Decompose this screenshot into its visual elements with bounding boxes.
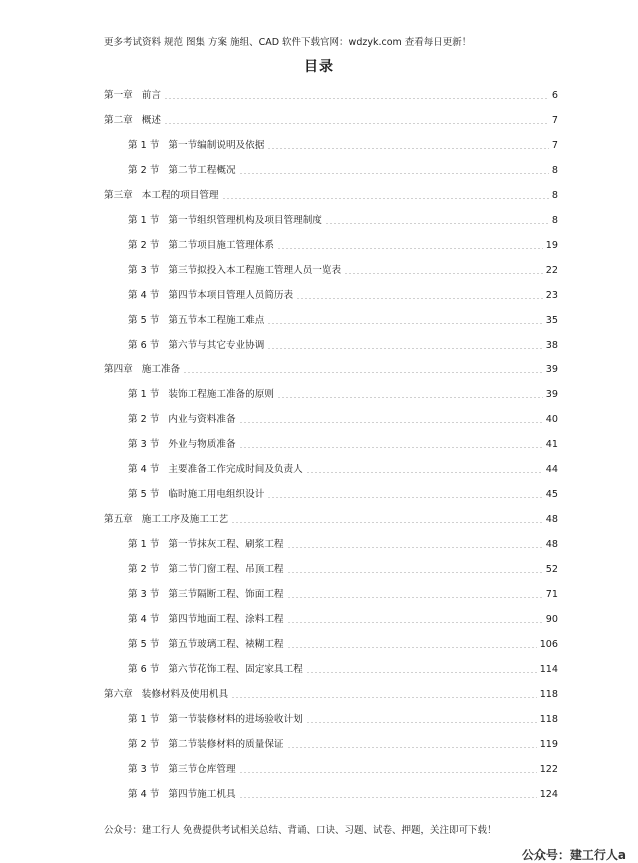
toc-entry-text — [104, 514, 228, 526]
toc-entry-page: 7 — [551, 139, 558, 151]
toc-entry-number: 第 1 节 — [128, 389, 160, 401]
header-note: 更多考试资料 规范 图集 方案 施组、CAD 软件下载官网：wdzyk.com 查看每日更新！ — [104, 37, 472, 48]
toc-entry-text — [128, 564, 284, 576]
toc-entry-page: 45 — [545, 489, 558, 501]
toc-entry-page: 90 — [545, 613, 558, 625]
toc-entry[interactable] — [128, 562, 558, 576]
toc-entry-title: 装饰工程施工准备的原则 — [168, 389, 274, 401]
toc-entry-title: 第一节组织管理机构及项目管理制度 — [168, 214, 322, 226]
toc-entry-title: 第四节施工机具 — [168, 788, 236, 800]
toc-entry-page: 8 — [551, 189, 558, 201]
dot-leader — [287, 622, 543, 623]
toc-entry-page: 118 — [539, 713, 558, 725]
toc-entry-title: 第一节装修材料的进场验收计划 — [168, 713, 303, 725]
toc-entry-number: 第 5 节 — [128, 489, 160, 501]
dot-leader — [277, 397, 543, 398]
dot-leader — [267, 497, 542, 498]
toc-entry-text — [128, 764, 236, 776]
toc-entry-page: 119 — [539, 738, 558, 750]
toc-entry-page: 7 — [551, 114, 558, 126]
toc-entry-text — [104, 90, 161, 102]
toc-entry-number: 第 2 节 — [128, 738, 160, 750]
toc-entry-number: 第六章 — [104, 688, 133, 700]
toc-entry-title: 主要准备工作完成时间及负责人 — [168, 464, 303, 476]
toc-entry-page: 71 — [545, 589, 558, 600]
toc-entry-title: 第二节门窗工程、吊顶工程 — [168, 564, 284, 576]
toc-entry-page: 44 — [545, 464, 558, 476]
toc-entry-number: 第一章 — [104, 90, 133, 101]
toc-entry-page: 39 — [545, 389, 558, 401]
toc-entry-text — [128, 140, 264, 152]
toc-entry[interactable] — [104, 512, 558, 526]
toc-entry[interactable] — [104, 188, 558, 202]
toc-entry-title: 施工准备 — [141, 364, 181, 376]
toc-entry-number: 第三章 — [104, 189, 133, 201]
toc-entry-number: 第二章 — [104, 114, 133, 126]
toc-entry-page: 41 — [545, 439, 558, 451]
dot-leader — [344, 273, 543, 274]
toc-entry[interactable] — [128, 313, 558, 327]
toc-entry-number: 第 6 节 — [128, 339, 160, 351]
toc-entry[interactable] — [128, 737, 558, 751]
toc-entry-title: 第二节工程概况 — [168, 164, 236, 176]
toc-entry-text — [128, 165, 236, 177]
toc-entry-page: 114 — [539, 663, 558, 675]
toc-entry-number: 第 5 节 — [128, 314, 160, 326]
toc-entry-text — [128, 589, 284, 601]
toc-entry[interactable] — [128, 462, 558, 476]
toc-entry-text — [128, 240, 274, 252]
page-title: 目录 — [304, 59, 334, 75]
toc-entry[interactable] — [128, 787, 558, 801]
toc-entry-text — [128, 739, 284, 751]
toc-entry-number: 第 3 节 — [128, 589, 160, 600]
toc-entry-title: 第一节编制说明及依据 — [168, 139, 265, 151]
toc-entry-title: 第四节地面工程、涂料工程 — [168, 613, 284, 625]
dot-leader — [164, 123, 549, 124]
toc-entry-text — [128, 714, 303, 726]
dot-leader — [287, 647, 537, 648]
toc-entry-page: 6 — [551, 90, 558, 101]
toc-entry-number: 第 1 节 — [128, 713, 160, 725]
toc-entry[interactable] — [128, 412, 558, 426]
toc-entry-text — [128, 789, 236, 801]
dot-leader — [222, 198, 549, 199]
toc-entry-title: 本工程的项目管理 — [141, 189, 219, 201]
toc-entry[interactable] — [128, 612, 558, 626]
dot-leader — [267, 348, 542, 349]
toc-entry-number: 第 4 节 — [128, 788, 160, 800]
toc-entry-number: 第 2 节 — [128, 164, 160, 176]
dot-leader — [287, 747, 537, 748]
toc-entry-number: 第 3 节 — [128, 439, 160, 451]
toc-entry-number: 第 2 节 — [128, 239, 160, 251]
toc-entry-title: 内业与资料准备 — [168, 414, 236, 426]
toc-entry-title: 第三节拟投入本工程施工管理人员一览表 — [168, 264, 342, 276]
toc-entry-title: 第六节与其它专业协调 — [168, 339, 265, 351]
dot-leader — [277, 248, 543, 249]
toc-entry-page: 39 — [545, 364, 558, 376]
toc-entry-number: 第 6 节 — [128, 663, 160, 675]
toc-entry-title: 第六节花饰工程、固定家具工程 — [168, 663, 303, 675]
toc-entry-title: 装修材料及使用机具 — [141, 688, 229, 700]
toc-entry-page: 35 — [545, 314, 558, 326]
toc-entry-text — [128, 215, 322, 227]
toc-entry[interactable] — [104, 687, 558, 701]
toc-entry-text — [128, 414, 236, 426]
toc-entry[interactable] — [128, 662, 558, 676]
dot-leader — [267, 148, 549, 149]
dot-leader — [306, 722, 537, 723]
dot-leader — [325, 223, 549, 224]
dot-leader — [267, 323, 542, 324]
toc-entry-text — [104, 115, 161, 127]
toc-entry-text — [128, 439, 236, 451]
toc-entry-page: 48 — [545, 514, 558, 526]
toc-entry-page: 8 — [551, 164, 558, 176]
toc-entry-page: 8 — [551, 214, 558, 226]
toc-entry-page: 52 — [545, 564, 558, 576]
toc-entry-title: 第二节项目施工管理体系 — [168, 239, 274, 251]
dot-leader — [239, 447, 543, 448]
toc-entry-number: 第 2 节 — [128, 414, 160, 426]
toc-entry-page: 124 — [539, 788, 558, 800]
toc-entry-title: 第一节抹灰工程、刷浆工程 — [168, 539, 284, 551]
toc-entry[interactable] — [128, 637, 558, 651]
dot-leader — [239, 772, 537, 773]
dot-leader — [183, 372, 543, 373]
toc-entry-title: 概述 — [141, 114, 161, 126]
toc-entry-text — [128, 614, 284, 626]
toc-entry[interactable] — [128, 437, 558, 451]
dot-leader — [306, 672, 537, 673]
toc-entry-number: 第五章 — [104, 514, 133, 526]
toc-entry[interactable] — [128, 487, 558, 501]
toc-entry-page: 40 — [545, 414, 558, 426]
toc-entry-page: 23 — [545, 289, 558, 301]
toc-entry-title: 施工工序及施工工艺 — [141, 514, 229, 526]
toc-entry[interactable] — [128, 712, 558, 726]
toc-entry-title: 第五节玻璃工程、裱糊工程 — [168, 638, 284, 650]
toc-entry-text — [128, 489, 264, 501]
toc-entry-title: 第四节本项目管理人员简历表 — [168, 289, 294, 301]
toc-entry[interactable] — [128, 288, 558, 302]
toc-entry[interactable] — [104, 88, 558, 102]
toc-entry-page: 122 — [539, 763, 558, 775]
dot-leader — [296, 298, 543, 299]
toc-entry-number: 第 1 节 — [128, 539, 160, 551]
toc-entry-text — [104, 689, 228, 701]
toc-entry-number: 第 5 节 — [128, 638, 160, 650]
toc-entry-number: 第 1 节 — [128, 139, 160, 151]
dot-leader — [239, 173, 549, 174]
toc-entry-text — [104, 364, 180, 376]
toc-entry-number: 第 2 节 — [128, 564, 160, 576]
toc-entry-page: 22 — [545, 264, 558, 276]
toc-entry[interactable] — [128, 587, 558, 601]
toc-entry[interactable] — [128, 537, 558, 551]
toc-entry-page: 19 — [545, 239, 558, 251]
toc-entry-title: 外业与物质准备 — [168, 439, 236, 451]
watermark: 公众号：建工行人a — [521, 848, 626, 862]
toc-entry-number: 第四章 — [104, 364, 133, 376]
dot-leader — [231, 522, 543, 523]
toc-entry-number: 第 3 节 — [128, 763, 160, 775]
dot-leader — [287, 547, 543, 548]
toc-entry-page: 38 — [545, 339, 558, 351]
toc-entry-number: 第 1 节 — [128, 214, 160, 226]
toc-entry-text — [128, 315, 264, 327]
toc-entry-number: 第 4 节 — [128, 289, 160, 301]
toc-entry-page: 118 — [539, 688, 558, 700]
dot-leader — [306, 472, 543, 473]
toc-entry-title: 第三节仓库管理 — [168, 763, 236, 775]
dot-leader — [287, 597, 543, 598]
dot-leader — [239, 797, 537, 798]
toc-entry-title: 第五节本工程施工难点 — [168, 314, 265, 326]
dot-leader — [287, 572, 543, 573]
dot-leader — [164, 98, 549, 99]
toc-entry[interactable] — [128, 762, 558, 776]
toc-entry-title: 临时施工用电组织设计 — [168, 489, 265, 501]
toc-entry[interactable] — [128, 138, 558, 152]
toc-entry[interactable] — [128, 213, 558, 227]
toc-entry-text — [104, 190, 219, 202]
toc-entry[interactable] — [128, 263, 558, 277]
toc-entry[interactable] — [128, 338, 558, 352]
toc-entry-title: 前言 — [141, 90, 161, 101]
dot-leader — [231, 697, 537, 698]
toc-entry-page: 106 — [539, 638, 558, 650]
toc-entry-page: 48 — [545, 539, 558, 551]
toc-entry-title: 第二节装修材料的质量保证 — [168, 738, 284, 750]
toc-entry-text — [128, 664, 303, 676]
toc-entry-text — [128, 539, 284, 551]
toc-entry-text — [128, 639, 284, 651]
toc-entry-text — [128, 389, 274, 401]
toc-entry-number: 第 4 节 — [128, 464, 160, 476]
dot-leader — [239, 422, 543, 423]
toc-entry-title: 第三节隔断工程、饰面工程 — [168, 589, 284, 600]
toc-entry[interactable] — [104, 362, 558, 376]
toc-entry[interactable] — [128, 163, 558, 177]
toc-entry[interactable] — [104, 113, 558, 127]
toc-entry[interactable] — [128, 387, 558, 401]
footer-note: 公众号：建工行人 免费提供考试相关总结、背诵、口诀、习题、试卷、押题，关注即可下载！ — [104, 825, 497, 836]
toc-entry[interactable] — [128, 238, 558, 252]
toc-entry-text — [128, 464, 303, 476]
toc-entry-text — [128, 290, 293, 302]
toc-entry-text — [128, 340, 264, 352]
toc-entry-number: 第 3 节 — [128, 264, 160, 276]
toc-entry-number: 第 4 节 — [128, 613, 160, 625]
toc-entry-text — [128, 265, 341, 277]
